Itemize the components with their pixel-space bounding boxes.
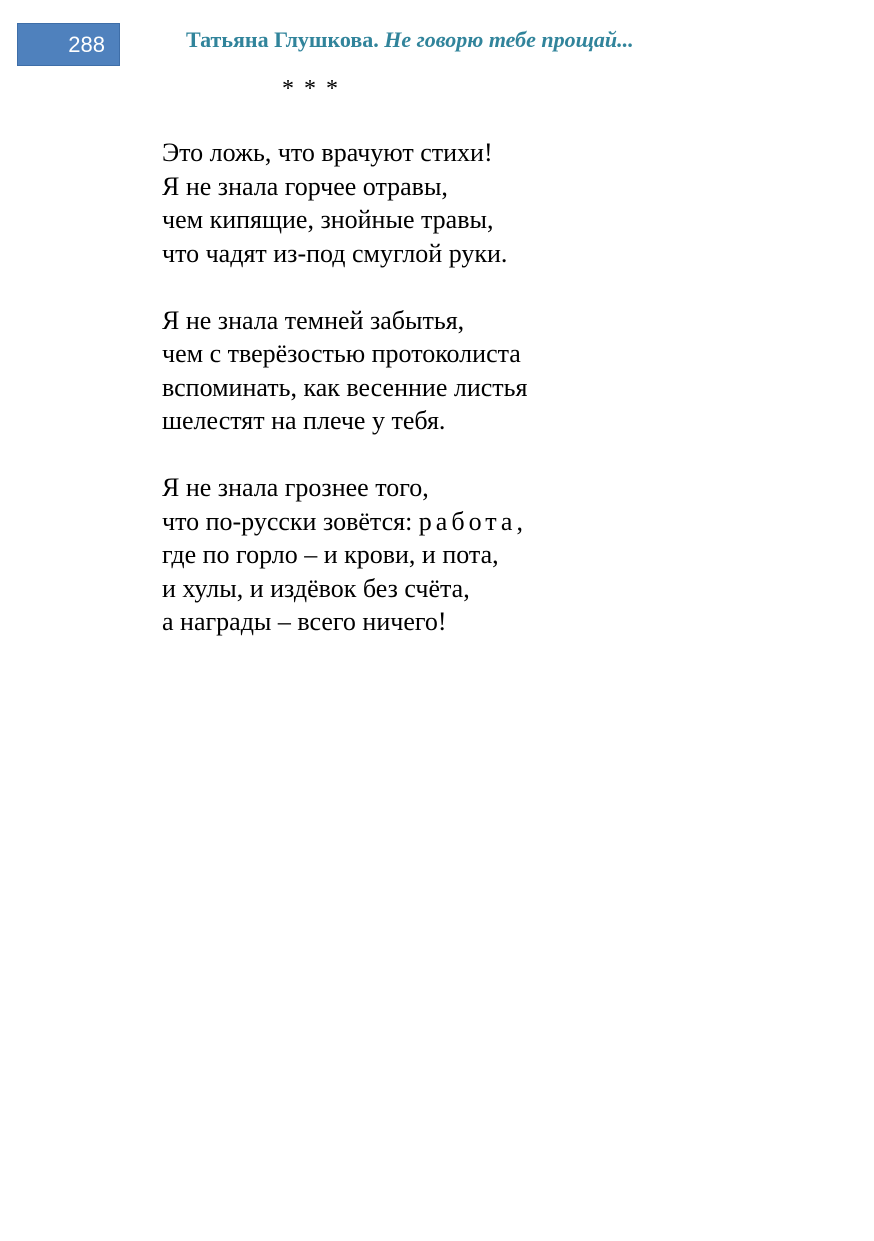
poem-line: где по горло – и крови, и пота, <box>162 540 499 569</box>
header-author: Татьяна Глушкова. <box>186 27 379 52</box>
poem-line-emphasis <box>162 505 527 539</box>
poem-line: и хулы, и издёвок без счёта, <box>162 573 470 603</box>
poem-line: а награды – всего ничего! <box>162 607 447 636</box>
poem-line: Я не знала грознее того, <box>162 473 429 502</box>
poem-line: Я не знала горчее отравы, <box>162 171 448 201</box>
emphasis-suffix: , <box>516 506 523 536</box>
poem-line: Это ложь, что врачуют стихи! <box>162 138 493 167</box>
emphasized-word: работа <box>418 506 517 536</box>
poem-line: Я не знала темней забытья, <box>162 305 465 335</box>
running-header <box>186 26 634 54</box>
poem-line: чем кипящие, знойные травы, <box>162 205 494 234</box>
stanza-1 <box>162 136 527 270</box>
poem-line: что чадят из-под смуглой руки. <box>162 238 508 268</box>
stanza-2 <box>162 304 527 438</box>
poem-body <box>162 136 527 672</box>
section-separator: * * * <box>282 76 340 102</box>
poem-line: шелестят на плече у тебя. <box>162 406 446 435</box>
page-number-box <box>17 23 120 66</box>
poem-line: чем с тверёзостью протоколиста <box>162 339 521 368</box>
poem-line: вспоминать, как весенние листья <box>162 372 528 402</box>
page-number: 288 <box>68 31 105 57</box>
poem-line-text: что по-русски зовётся: <box>162 506 413 536</box>
header-title: Не говорю тебе прощай... <box>384 27 634 52</box>
stanza-3 <box>162 471 527 639</box>
